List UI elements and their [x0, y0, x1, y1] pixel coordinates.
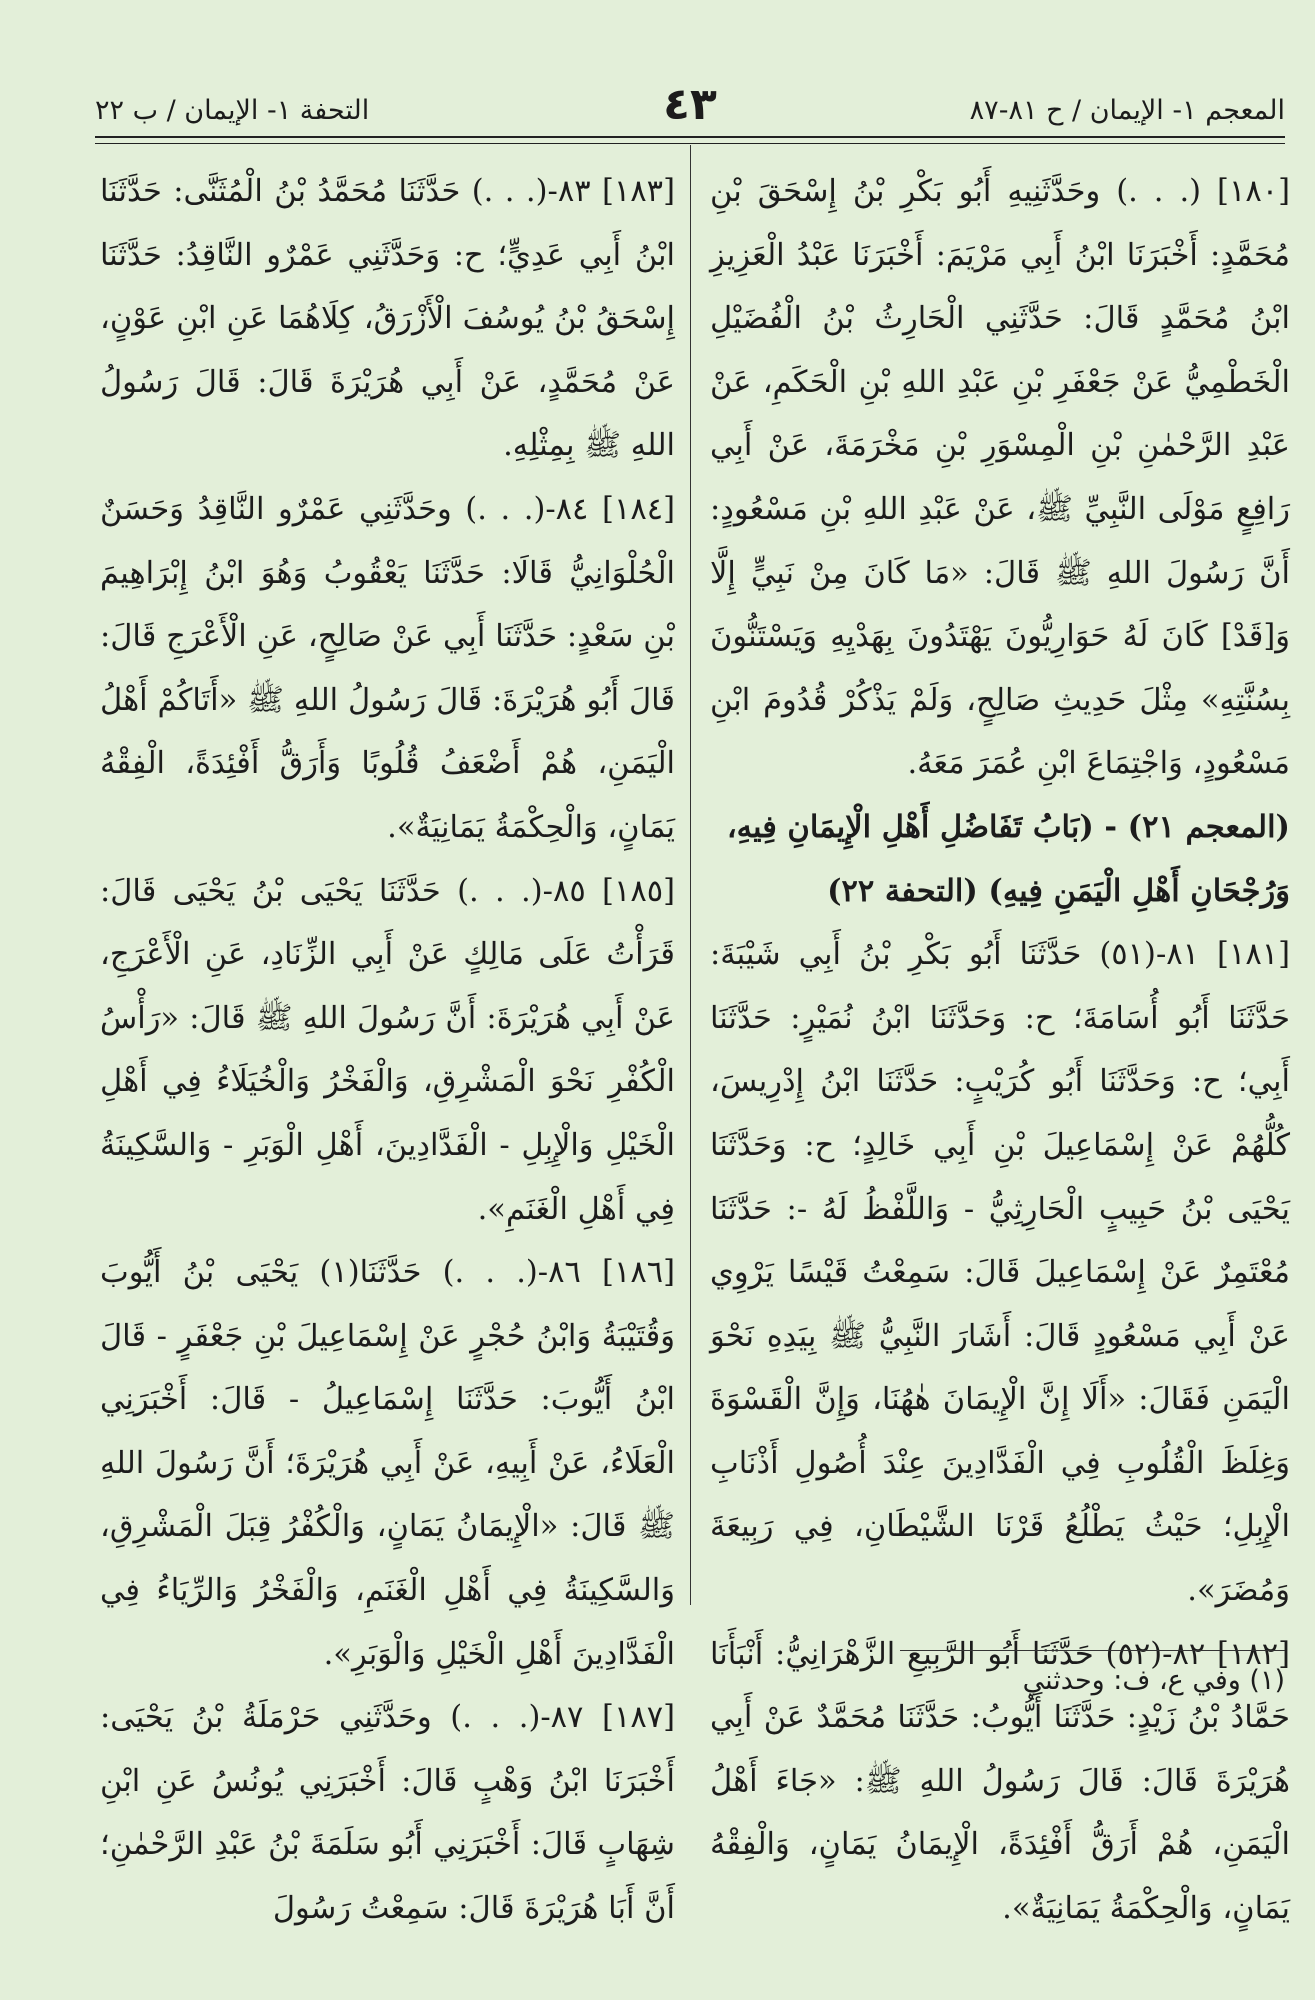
header-right: المعجم ١- الإيمان / ح ٨١-٨٧	[969, 95, 1285, 126]
hadith-187: [١٨٧] ٨٧-(. . .) وحَدَّثَنِي حَرْمَلَةُ بْنُ يَحْيَى: أَخْبَرَنَا ابْنُ وَهْبٍ قَالَ: أَخْبَرَنِي يُونُسُ عَنِ ابْنِ شِهَابٍ قَالَ: أَخْبَرَنِي أَبُو سَلَمَةَ بْنُ عَبْدِ الرَّحْمٰنِ؛ أَنَّ أَبَا هُرَيْرَةَ قَالَ: سَمِعْتُ رَسُولَ	[100, 1700, 675, 1927]
hadith-183: [١٨٣] ٨٣-(. . .) حَدَّثَنَا مُحَمَّدُ بْنُ الْمُثَنَّى: حَدَّثَنَا ابْنُ أَبِي عَدِيٍّ؛ ح: وَحَدَّثَنِي عَمْرٌو النَّاقِدُ: حَدَّثَنَا إِسْحَقُ بْنُ يُوسُفَ الْأَزْرَقُ، كِلَاهُمَا عَنِ ابْنِ عَوْنٍ، عَنْ مُحَمَّدٍ، عَنْ أَبِي هُرَيْرَةَ قَالَ: قَالَ رَسُولُ اللهِ ﷺ بِمِثْلِهِ.	[100, 174, 675, 464]
column-divider	[690, 145, 691, 1605]
header-left: التحفة ١- الإيمان / ب ٢٢	[95, 95, 370, 126]
footnote: (١) وفي ع، ف: وحدثني	[1022, 1665, 1285, 1696]
hadith-182: [١٨٢] ٨٢-(٥٢) حَدَّثَنَا أَبُو الرَّبِيعِ الزَّهْرَانِيُّ: أَنْبَأَنَا حَمَّادُ بْنُ زَيْدٍ: حَدَّثَنَا أَيُّوبُ: حَدَّثَنَا مُحَمَّدٌ عَنْ أَبِي هُرَيْرَةَ قَالَ: قَالَ رَسُولُ اللهِ ﷺ: «جَاءَ أَهْلُ الْيَمَنِ، هُمْ أَرَقُّ أَفْئِدَةً، الْإِيمَانُ يَمَانٍ، وَالْفِقْهُ يَمَانٍ، وَالْحِكْمَةُ يَمَانِيَةٌ».	[710, 1636, 1290, 1927]
hadith-185: [١٨٥] ٨٥-(. . .) حَدَّثَنَا يَحْيَى بْنُ يَحْيَى قَالَ: قَرَأْتُ عَلَى مَالِكٍ عَنْ أَبِي الزِّنَادِ، عَنِ الْأَعْرَجِ، عَنْ أَبِي هُرَيْرَةَ: أَنَّ رَسُولَ اللهِ ﷺ قَالَ: «رَأْسُ الْكُفْرِ نَحْوَ الْمَشْرِقِ، وَالْفَخْرُ وَالْخُيَلَاءُ فِي أَهْلِ الْخَيْلِ وَالْإِبِلِ - الْفَدَّادِينَ، أَهْلِ الْوَبَرِ - وَالسَّكِينَةُ فِي أَهْلِ الْغَنَمِ».	[100, 873, 675, 1227]
left-column	[100, 160, 675, 1927]
hadith-184: [١٨٤] ٨٤-(. . .) وحَدَّثَنِي عَمْرٌو النَّاقِدُ وَحَسَنٌ الْحُلْوَانِيُّ قَالَا: حَدَّثَنَا يَعْقُوبُ وَهُوَ ابْنُ إِبْرَاهِيمَ بْنِ سَعْدٍ: حَدَّثَنَا أَبِي عَنْ صَالِحٍ، عَنِ الْأَعْرَجِ قَالَ: قَالَ أَبُو هُرَيْرَةَ: قَالَ رَسُولُ اللهِ ﷺ «أَتَاكُمْ أَهْلُ الْيَمَنِ، هُمْ أَضْعَفُ قُلُوبًا وَأَرَقُّ أَفْئِدَةً، الْفِقْهُ يَمَانٍ، وَالْحِكْمَةُ يَمَانِيَةٌ».	[100, 491, 675, 845]
footnote-rule	[900, 1650, 1285, 1651]
hadith-181: [١٨١] ٨١-(٥١) حَدَّثَنَا أَبُو بَكْرِ بْنُ أَبِي شَيْبَةَ: حَدَّثَنَا أَبُو أُسَامَةَ؛ ح: وَحَدَّثَنَا ابْنُ نُمَيْرٍ: حَدَّثَنَا أَبِي؛ ح: وَحَدَّثَنَا أَبُو كُرَيْبٍ: حَدَّثَنَا ابْنُ إِدْرِيسَ، كُلُّهُمْ عَنْ إِسْمَاعِيلَ بْنِ أَبِي خَالِدٍ؛ ح: وَحَدَّثَنَا يَحْيَى بْنُ حَبِيبٍ الْحَارِثِيُّ - وَاللَّفْظُ لَهُ -: حَدَّثَنَا مُعْتَمِرٌ عَنْ إِسْمَاعِيلَ قَالَ: سَمِعْتُ قَيْسًا يَرْوِي عَنْ أَبِي مَسْعُودٍ قَالَ: أَشَارَ النَّبِيُّ ﷺ بِيَدِهِ نَحْوَ الْيَمَنِ فَقَالَ: «أَلَا إِنَّ الْإِيمَانَ هٰهُنَا، وَإِنَّ الْقَسْوَةَ وَغِلَظَ الْقُلُوبِ فِي الْفَدَّادِينَ عِنْدَ أُصُولِ أَذْنَابِ الْإِبِلِ؛ حَيْثُ يَطْلُعُ قَرْنَا الشَّيْطَانِ، فِي رَبِيعَةَ وَمُضَرَ».	[710, 937, 1290, 1609]
page-header	[95, 79, 1285, 131]
page-number: ٤٣	[663, 79, 717, 130]
header-rule	[95, 136, 1285, 138]
chapter-heading: (المعجم ٢١) - (بَابُ تَفَاضُلِ أَهْلِ الْإِيمَانِ فِيهِ، وَرُجْحَانِ أَهْلِ الْيَمَنِ فِيهِ) (التحفة ٢٢)	[726, 808, 1290, 909]
hadith-180: [١٨٠] (. . .) وحَدَّثَنِيهِ أَبُو بَكْرِ بْنُ إِسْحَقَ بْنِ مُحَمَّدٍ: أَخْبَرَنَا ابْنُ أَبِي مَرْيَمَ: أَخْبَرَنَا عَبْدُ الْعَزِيزِ ابْنُ مُحَمَّدٍ قَالَ: حَدَّثَنِي الْحَارِثُ بْنُ الْفُضَيْلِ الْخَطْمِيُّ عَنْ جَعْفَرِ بْنِ عَبْدِ اللهِ بْنِ الْحَكَمِ، عَنْ عَبْدِ الرَّحْمٰنِ بْنِ الْمِسْوَرِ بْنِ مَخْرَمَةَ، عَنْ أَبِي رَافِعٍ مَوْلَى النَّبِيِّ ﷺ، عَنْ عَبْدِ اللهِ بْنِ مَسْعُودٍ: أَنَّ رَسُولَ اللهِ ﷺ قَالَ: «مَا كَانَ مِنْ نَبِيٍّ إِلَّا وَ[قَدْ] كَانَ لَهُ حَوَارِيُّونَ يَهْتَدُونَ بِهَدْيِهِ وَيَسْتَنُّونَ بِسُنَّتِهِ» مِثْلَ حَدِيثِ صَالِحٍ، وَلَمْ يَذْكُرْ قُدُومَ ابْنِ مَسْعُودٍ، وَاجْتِمَاعَ ابْنِ عُمَرَ مَعَهُ.	[710, 174, 1290, 782]
header-rule-thin	[95, 143, 1285, 144]
hadith-186: [١٨٦] ٨٦-(. . .) حَدَّثَنَا(١) يَحْيَى بْنُ أَيُّوبَ وَقُتَيْبَةُ وَابْنُ حُجْرٍ عَنْ إِسْمَاعِيلَ بْنِ جَعْفَرٍ - قَالَ ابْنُ أَيُّوبَ: حَدَّثَنَا إِسْمَاعِيلُ - قَالَ: أَخْبَرَنِي الْعَلَاءُ، عَنْ أَبِيهِ، عَنْ أَبِي هُرَيْرَةَ؛ أَنَّ رَسُولَ اللهِ ﷺ قَالَ: «الْإِيمَانُ يَمَانٍ، وَالْكُفْرُ قِبَلَ الْمَشْرِقِ، وَالسَّكِينَةُ فِي أَهْلِ الْغَنَمِ، وَالْفَخْرُ وَالرِّيَاءُ فِي الْفَدَّادِينَ أَهْلِ الْخَيْلِ وَالْوَبَرِ».	[100, 1255, 675, 1672]
